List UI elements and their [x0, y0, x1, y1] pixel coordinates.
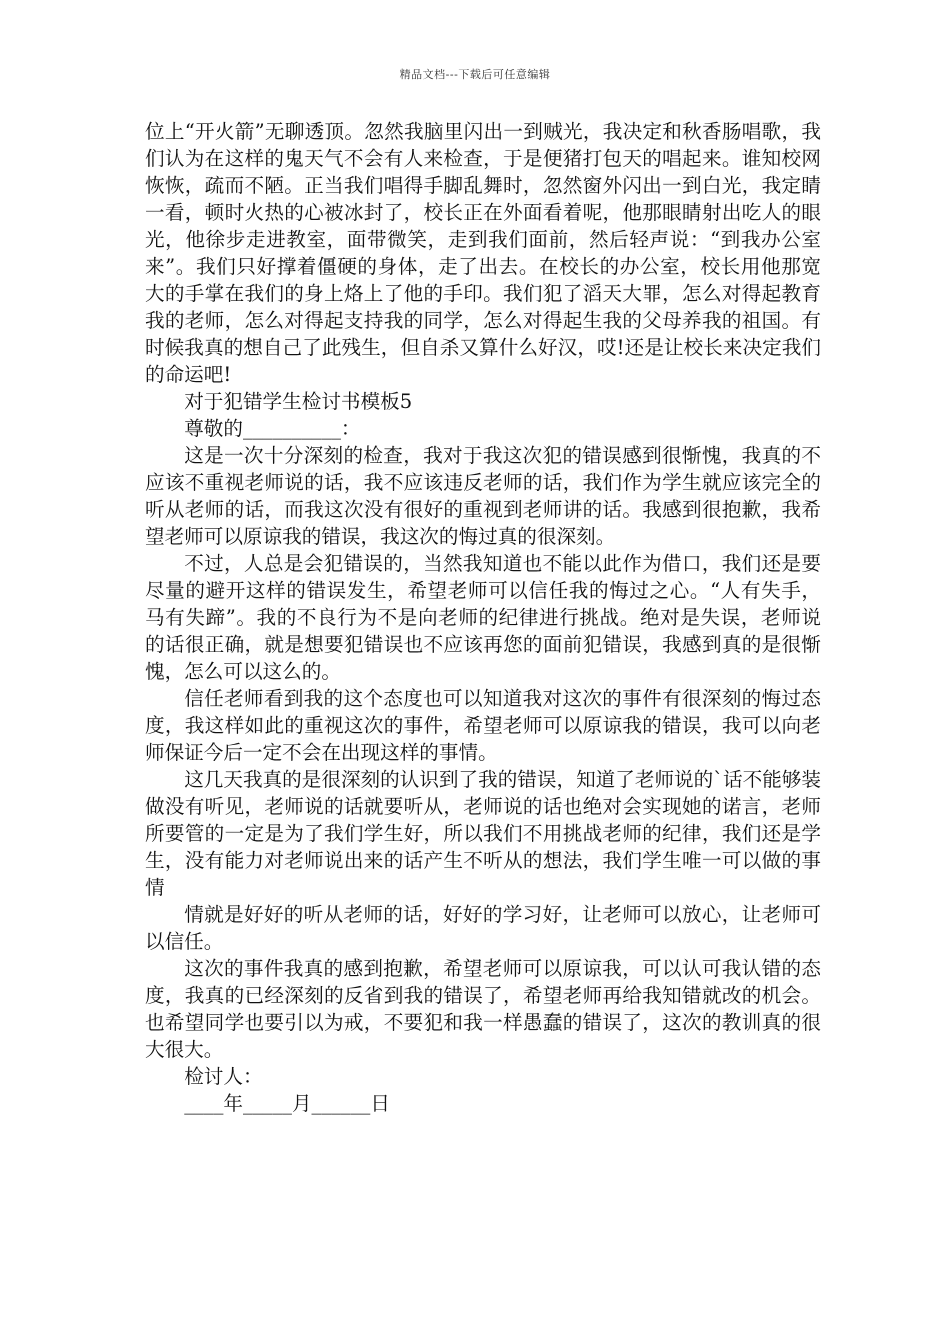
paragraph-continuation: 位上“开火箭”无聊透顶。忽然我脑里闪出一到贼光，我决定和秋香肠唱歌，我们认为在这样的鬼天气不会有人来检查，于是便猪打包天的唱起来。谁知校网恢恢，疏而不陋。正当我们唱得手脚乱舞时，忽然窗外闪出一到白光，我定睛一看，顿时火热的心被冰封了，校长正在外面看着呢，他那眼睛射出吃人的眼光，他徐步走进教室，面带微笑，走到我们面前，然后轻声说：“到我办公室来”。我们只好撑着僵硬的身体，走了出去。在校长的办公室，校长用他那宽大的手掌在我们的身上烙上了他的手印。我们犯了滔天大罪，怎么对得起教育我的老师，怎么对得起支持我的同学，怎么对得起生我的父母养我的祖国。有时候我真的想自己了此残生，但自杀又算什么好汉，哎!还是让校长来决定我们的命运吧! — [145, 120, 821, 386]
paragraph-2: 不过，人总是会犯错误的，当然我知道也不能以此作为借口，我们还是要尽量的避开这样的错误发生，希望老师可以信任我的悔过之心。“人有失手，马有失蹄”。我的不良行为不是向老师的纪律进行挑战。绝对是失误，老师说的话很正确，就是想要犯错误也不应该再您的面前犯错误，我感到真的是很惭愧，怎么可以这么的。 — [145, 552, 821, 683]
paragraph-6: 这次的事件我真的感到抱歉，希望老师可以原谅我，可以认可我认错的态度，我真的已经深刻的反省到我的错误了，希望老师再给我知错就改的机会。也希望同学也要引以为戒，不要犯和我一样愚蠢的错误了，这次的教训真的很大很大。 — [145, 957, 821, 1061]
salutation: 尊敬的__________： — [184, 417, 361, 440]
paragraph-4: 这几天我真的是很深刻的认识到了我的错误，知道了老师说的`话不能够装做没有听见，老师说的话就要听从，老师说的话也绝对会实现她的诺言，老师所要管的一定是为了我们学生好，所以我们不用挑战老师的纪律，我们还是学生，没有能力对老师说出来的话产生不听从的想法，我们学生唯一可以做的事情 — [145, 768, 821, 899]
paragraph-3: 信任老师看到我的这个态度也可以知道我对这次的事件有很深刻的悔过态度，我这样如此的重视这次的事件，希望老师可以原谅我的错误，我可以向老师保证今后一定不会在出现这样的事情。 — [145, 687, 821, 764]
page-header: 精品文档---下载后可任意编辑 — [399, 68, 551, 81]
signature-label: 检讨人： — [184, 1065, 263, 1088]
document-body — [145, 118, 821, 1117]
paragraph-5: 情就是好好的听从老师的话，好好的学习好，让老师可以放心，让老师可以信任。 — [145, 903, 821, 953]
section-title: 对于犯错学生检讨书模板5 — [184, 390, 413, 413]
paragraph-1: 这是一次十分深刻的检查，我对于我这次犯的错误感到很惭愧，我真的不应该不重视老师说的话，我不应该违反老师的话，我们作为学生就应该完全的听从老师的话，而我这次没有很好的重视到老师讲的话。我感到很抱歉，我希望老师可以原谅我的错误，我这次的悔过真的很深刻。 — [145, 444, 821, 548]
date-line: ____年_____月______日 — [184, 1092, 390, 1115]
